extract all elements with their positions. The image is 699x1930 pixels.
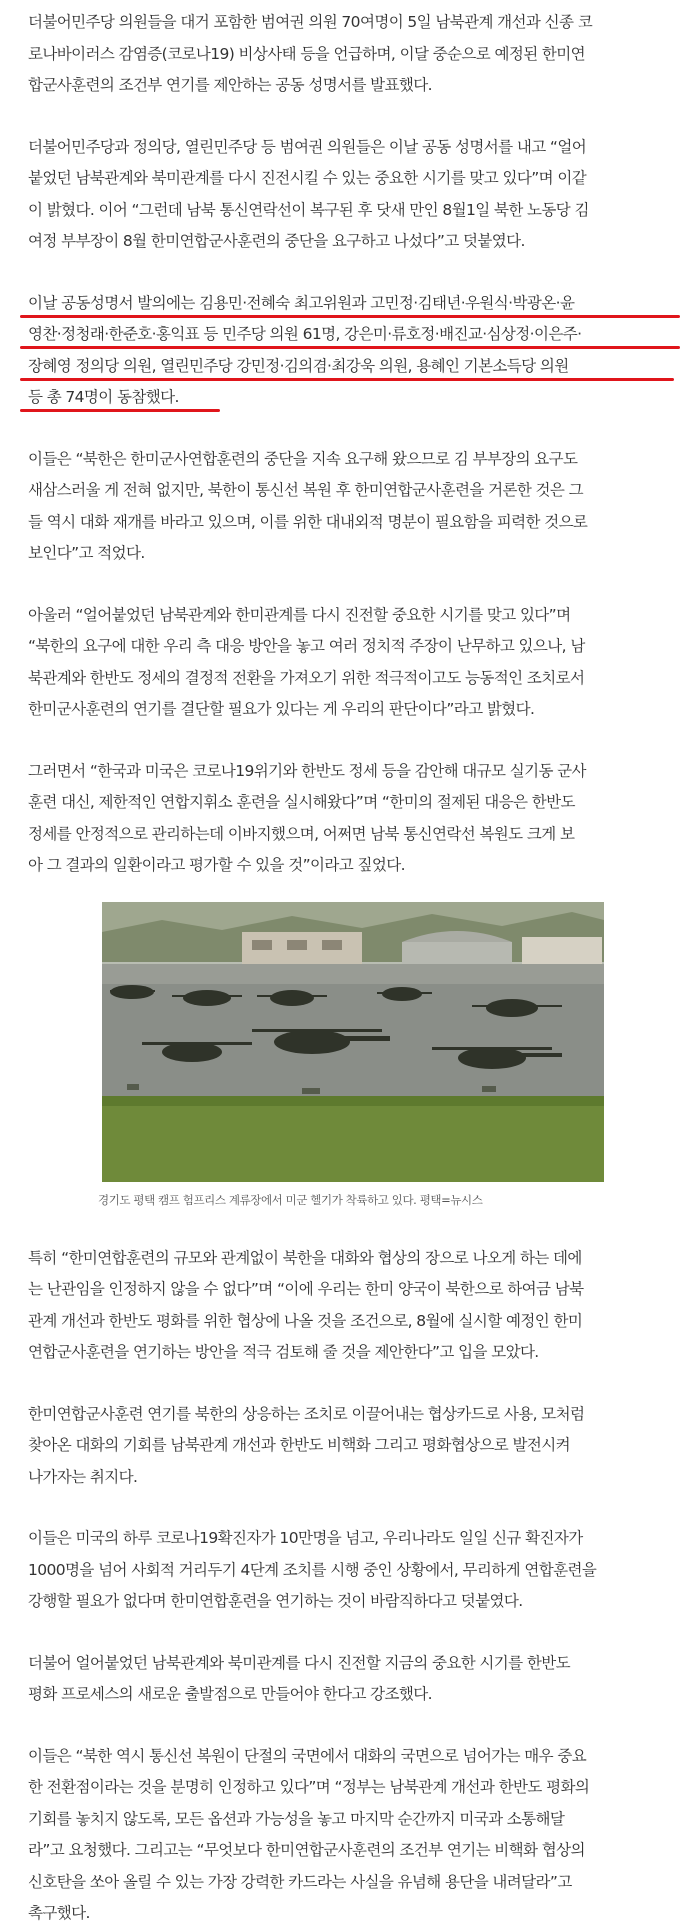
underlined-line	[28, 351, 680, 383]
red-underline	[20, 378, 674, 381]
text-line: 그러면서 “한국과 미국은 코로나19위기와 한반도 정세 등을 감안해 대규모 실기동 군사	[28, 761, 586, 780]
paragraph-1	[28, 7, 680, 102]
text-line: 더불어민주당 의원들을 대거 포함한 범여권 의원 70여명이 5일 남북관계 개선과 신종 코	[28, 13, 593, 31]
line-text: 영찬·정청래·한준호·홍익표 등 민주당 의원 61명, 강은미·류호정·배진교·심상정·이은주·	[28, 325, 582, 343]
red-underline	[20, 409, 220, 412]
text-line: 여정 부부장이 8월 한미연합군사훈련의 중단을 요구하고 나섰다”고 덧붙였다.	[28, 232, 525, 250]
text-line: 이들은 “북한은 한미군사연합훈련의 중단을 지속 요구해 왔으므로 김 부부장의 요구도	[28, 449, 578, 468]
paragraph-3-highlighted	[28, 288, 680, 414]
text-line: 이들은 미국의 하루 코로나19확진자가 10만명을 넘고, 우리나라도 일일 신규 확진자가	[28, 1529, 583, 1547]
line-text: 이날 공동성명서 발의에는 김용민·전혜숙 최고위원과 고민정·김태년·우원식·박광온·윤	[28, 293, 575, 312]
text-line: 아 그 결과의 일환이라고 평가할 수 있을 것”이라고 짚었다.	[28, 856, 405, 874]
text-line: 1000명을 넘어 사회적 거리두기 4단계 조치를 시행 중인 상황에서, 무리하게 연합훈련을	[28, 1560, 597, 1579]
red-underline	[20, 315, 680, 318]
paragraph-10	[28, 1648, 680, 1711]
photo-image	[102, 902, 604, 1182]
text-line: 한미군사훈련의 연기를 결단할 필요가 있다는 게 우리의 판단이다”라고 밝혔다.	[28, 700, 535, 718]
photo-caption: 경기도 평택 캠프 험프리스 계류장에서 미군 헬기가 착륙하고 있다. 평택=뉴시스	[98, 1192, 483, 1207]
text-line: 북관계와 한반도 정세의 결정적 전환을 가져오기 위한 적극적이고도 능동적인 조치로서	[28, 668, 585, 687]
paragraph-9	[28, 1523, 680, 1618]
paragraph-8	[28, 1399, 680, 1494]
paragraph-7	[28, 1243, 680, 1369]
text-line: 평화 프로세스의 새로운 출발점으로 만들어야 한다고 강조했다.	[28, 1685, 432, 1703]
text-line: 훈련 대신, 제한적인 연합지휘소 훈련을 실시해왔다”며 “한미의 절제된 대응은 한반도	[28, 793, 575, 811]
news-photo-figure	[28, 902, 680, 1208]
text-line: 정세를 안정적으로 관리하는데 이바지했으며, 어쩌면 남북 통신연락선 복원도 크게 보	[28, 824, 575, 843]
paragraph-2	[28, 132, 680, 258]
paragraph-4	[28, 444, 680, 570]
text-line: “북한의 요구에 대한 우리 측 대응 방안을 놓고 여러 정치적 주장이 난무하고 있으나, 남	[28, 637, 585, 655]
helicopter-airfield-photo	[102, 902, 604, 1182]
text-line: 아울러 “얼어붙었던 남북관계와 한미관계를 다시 진전할 중요한 시기를 맞고 있다”며	[28, 605, 571, 624]
text-line: 한 전환점이라는 것을 분명히 인정하고 있다”며 “정부는 남북관계 개선과 한반도 평화의	[28, 1778, 590, 1796]
text-line: 나가자는 취지다.	[28, 1467, 138, 1486]
text-line: 라”고 요청했다. 그리고는 “무엇보다 한미연합군사훈련의 조건부 연기는 비핵화 협상의	[28, 1841, 585, 1859]
underlined-line	[28, 288, 680, 320]
text-line: 연합군사훈련을 연기하는 방안을 적극 검토해 줄 것을 제안한다”고 입을 모았다.	[28, 1343, 539, 1361]
text-line: 이 밝혔다. 이어 “그런데 남북 통신연락선이 복구된 후 닷새 만인 8월1일 북한 노동당 김	[28, 200, 589, 219]
text-line: 붙었던 남북관계와 북미관계를 다시 진전시킬 수 있는 중요한 시기를 맞고 있다”며 이같	[28, 169, 587, 187]
text-line: 더불어 얼어붙었던 남북관계와 북미관계를 다시 진전할 지금의 중요한 시기를 한반도	[28, 1653, 571, 1672]
text-line: 새삼스러울 게 전혀 없지만, 북한이 통신선 복원 후 한미연합군사훈련을 거론한 것은 그	[28, 481, 583, 499]
red-underline	[20, 346, 680, 349]
text-line: 이들은 “북한 역시 통신선 복원이 단절의 국면에서 대화의 국면으로 넘어가는 매우 중요	[28, 1746, 587, 1765]
text-line: 관계 개선과 한반도 평화를 위한 협상에 나올 것을 조건으로, 8월에 실시할 예정인 한미	[28, 1311, 583, 1330]
underlined-line	[28, 319, 680, 351]
paragraph-6	[28, 756, 680, 882]
text-line: 강행할 필요가 없다며 한미연합훈련을 연기하는 것이 바람직하다고 덧붙였다.	[28, 1592, 523, 1610]
text-line: 기회를 놓치지 않도록, 모든 옵션과 가능성을 놓고 마지막 순간까지 미국과 소통해달	[28, 1809, 565, 1828]
text-line: 보인다”고 적었다.	[28, 544, 145, 562]
article-body	[28, 0, 680, 1930]
line-text: 장혜영 정의당 의원, 열린민주당 강민정·김의겸·최강욱 의원, 용혜인 기본소득당 의원	[28, 356, 569, 375]
text-line: 한미연합군사훈련 연기를 북한의 상응하는 조치로 이끌어내는 협상카드로 사용, 모처럼	[28, 1404, 585, 1423]
text-line: 로나바이러스 감염증(코로나19) 비상사태 등을 언급하며, 이달 중순으로 예정된 한미연	[28, 44, 586, 63]
text-line: 신호탄을 쏘아 올릴 수 있는 가장 강력한 카드라는 사실을 유념해 용단을 내려달라”고	[28, 1872, 572, 1891]
text-line: 합군사훈련의 조건부 연기를 제안하는 공동 성명서를 발표했다.	[28, 76, 432, 94]
text-line: 들 역시 대화 재개를 바라고 있으며, 이를 위한 대내외적 명분이 필요함을 피력한 것으로	[28, 512, 588, 531]
text-line: 찾아온 대화의 기회를 남북관계 개선과 한반도 비핵화 그리고 평화협상으로 발전시켜	[28, 1436, 571, 1454]
underlined-line	[28, 382, 680, 414]
text-line: 특히 “한미연합훈련의 규모와 관계없이 북한을 대화와 협상의 장으로 나오게 하는 데에	[28, 1248, 582, 1267]
line-text: 등 총 74명이 동참했다.	[28, 388, 179, 406]
text-line: 더불어민주당과 정의당, 열린민주당 등 범여권 의원들은 이날 공동 성명서를 내고 “얼어	[28, 137, 587, 156]
text-line: 는 난관임을 인정하지 않을 수 없다”며 “이에 우리는 한미 양국이 북한으로 하여금 남북	[28, 1280, 584, 1298]
paragraph-11	[28, 1741, 680, 1930]
text-line: 촉구했다.	[28, 1904, 90, 1922]
paragraph-5	[28, 600, 680, 726]
